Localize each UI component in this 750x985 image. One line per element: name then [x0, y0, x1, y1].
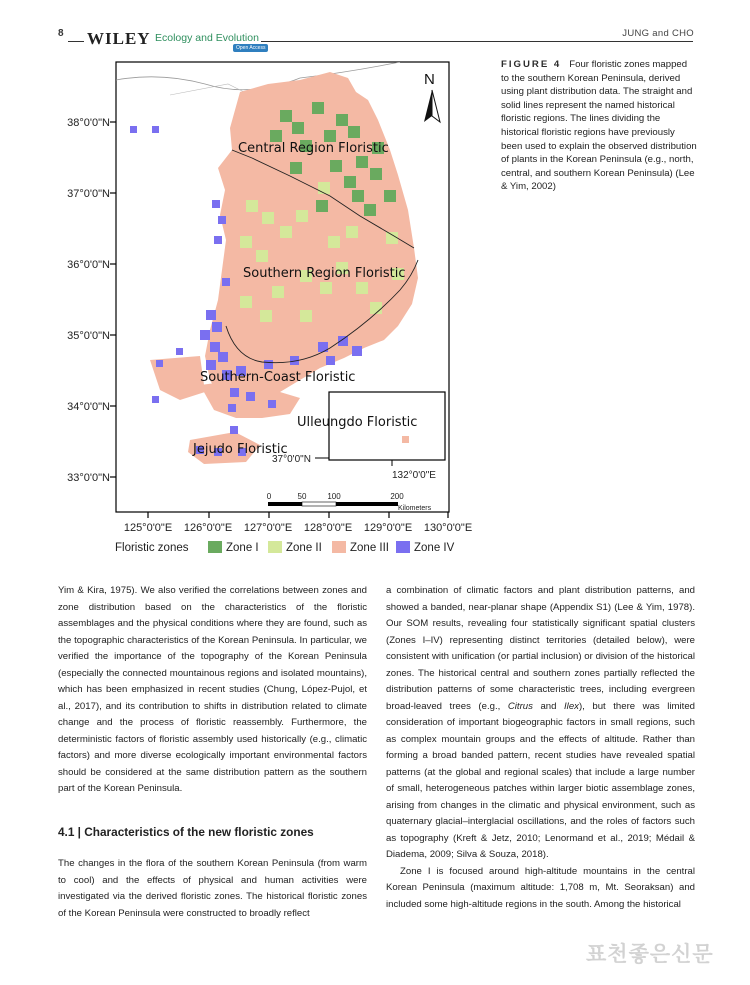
journal-name: Ecology and Evolution — [155, 32, 259, 44]
scale-tick: 100 — [327, 492, 341, 501]
region-label-coast: Southern-Coast Floristic — [200, 370, 356, 385]
running-authors: JUNG and CHO — [622, 28, 694, 39]
legend-title: Floristic zones — [115, 542, 189, 554]
paragraph: Yim & Kira, 1975). We also verified the correlations between zones and zone distribution based on the characteristics of the floristic assemblages and the physical conditions where they are found, such as the topographic characteristics of the Korean Peninsula. In particular, we verified the importance of the topography of the Korean Peninsula (especially the connected mountainous regions and isolated mountains), which has been emphasized in recent studies (Chung, López-Pujol, et al., 2017), and its contribution to shifts in distribution related to climate change and the process of floristic reassembly. Furthermore, the deterministic factors of floristic assembly used historically (e.g., climatic factors) and more diverse ecologically important environmental factors should be considered at the same distribution pattern as the southern part of the Korean Peninsula. — [58, 585, 367, 794]
region-label-central: Central Region Floristic — [238, 141, 389, 156]
region-label-southern: Southern Region Floristic — [243, 266, 406, 281]
legend-swatch — [268, 541, 282, 553]
paragraph: Zone I is focused around high-altitude mountains in the central Korean Peninsula (maximum altitude: 1,708 m, Mt. Seoraksan) and included some high-altitude regions in the south. Among the historical — [386, 865, 695, 910]
legend-swatch — [332, 541, 346, 553]
region-label-ulleungdo: Ulleungdo Floristic — [297, 415, 418, 430]
lon-label: 129°0'0"E — [363, 522, 413, 534]
taxon-name: Citrus — [507, 700, 533, 712]
lat-label: 34°0'0"N — [67, 401, 110, 413]
inset-lat-label: 37°0'0"N — [272, 454, 311, 465]
section-heading: 4.1 | Characteristics of the new floristic zones — [58, 824, 314, 839]
legend-label: Zone III — [350, 542, 389, 554]
lat-label: 35°0'0"N — [67, 330, 110, 342]
lon-label: 126°0'0"E — [183, 522, 233, 534]
legend-swatch — [208, 541, 222, 553]
lat-label: 37°0'0"N — [67, 188, 110, 200]
taxon-name: Ilex — [564, 700, 579, 712]
legend-label: Zone I — [226, 542, 259, 554]
lon-label: 125°0'0"E — [123, 522, 173, 534]
right-column — [386, 583, 695, 913]
figure-caption — [501, 58, 697, 194]
lon-label: 127°0'0"E — [243, 522, 293, 534]
paragraph: a combination of climatic factors and plant distribution patterns, and showed a banded, near-planar shape (Appendix S1) (Lee & Yim, 1978). Our SOM results, revealing four statistically significant spatial clusters (Zones I–IV) representing distinct territories (detailed below), were consistent with unification (or partial inclusion) or division of the historical zones. The historical central and southern zones partially reflected the distribution patterns of some characteristic trees, including evergreen broad-leaved trees (e.g., Citrus and Ilex), but there was limited consideration of important biogeographic factors in small regions, such as complex mountain groups and the effects of altitude. Rather than forming a broad banded pattern, recent studies have revealed spatial patterns (at the global and regional scales) that include a large number of small, heterogeneous patches within larger biotic assemblage zones, arising from changes in the climatic and physical environment, such as quaternary glacial–interglacial oscillations, and the roles of factors such as topography (Kreft & Jetz, 2010; Lenormand et al., 2019; Médail & Diadema, 2009; Silva & Souza, 2018). — [386, 585, 695, 860]
scale-tick: 0 — [266, 492, 272, 501]
left-column — [58, 583, 367, 922]
scale-tick: 50 — [297, 492, 307, 501]
paragraph: The changes in the flora of the southern Korean Peninsula (from warm to cool) and the effects of physical and human activities were investigated via the derived floristic zones. The historical floristic zones of the Korean Peninsula were constructed to broadly reflect — [58, 858, 367, 919]
north-label: N — [424, 71, 435, 88]
scale-tick: 200 — [390, 492, 404, 501]
legend-label: Zone IV — [414, 542, 455, 554]
lon-label: 128°0'0"E — [303, 522, 353, 534]
page-number: 8 — [58, 28, 64, 39]
legend-items — [208, 541, 455, 554]
watermark: 표천좋은신문 — [586, 943, 714, 966]
legend-label: Zone II — [286, 542, 322, 554]
legend-swatch — [396, 541, 410, 553]
scale-unit: Kilometers — [398, 505, 432, 512]
region-label-jejudo: Jejudo Floristic — [193, 442, 288, 457]
caption-text: Four floristic zones mapped to the southern Korean Peninsula, derived using plant distribution data. The straight and solid lines represent the named historical floristic regions. The lines dividing the historical floristic regions have previously been used to explain the observed distribution of plants in the Korean Peninsula (e.g., north, central, and southern Korean Peninsula) (Lee & Yim, 2002) — [501, 59, 697, 193]
lat-label: 38°0'0"N — [67, 117, 110, 129]
lat-label: 33°0'0"N — [67, 472, 110, 484]
floristic-zone-map — [0, 0, 500, 560]
publisher-logo: WILEY — [84, 29, 154, 49]
lat-label: 36°0'0"N — [67, 259, 110, 271]
lon-label: 130°0'0"E — [423, 522, 473, 534]
caption-label: FIGURE 4 — [501, 59, 562, 70]
open-access-badge: Open Access — [233, 44, 268, 52]
inset-lon-label: 132°0'0"E — [392, 470, 436, 481]
scale-bar — [268, 502, 398, 506]
